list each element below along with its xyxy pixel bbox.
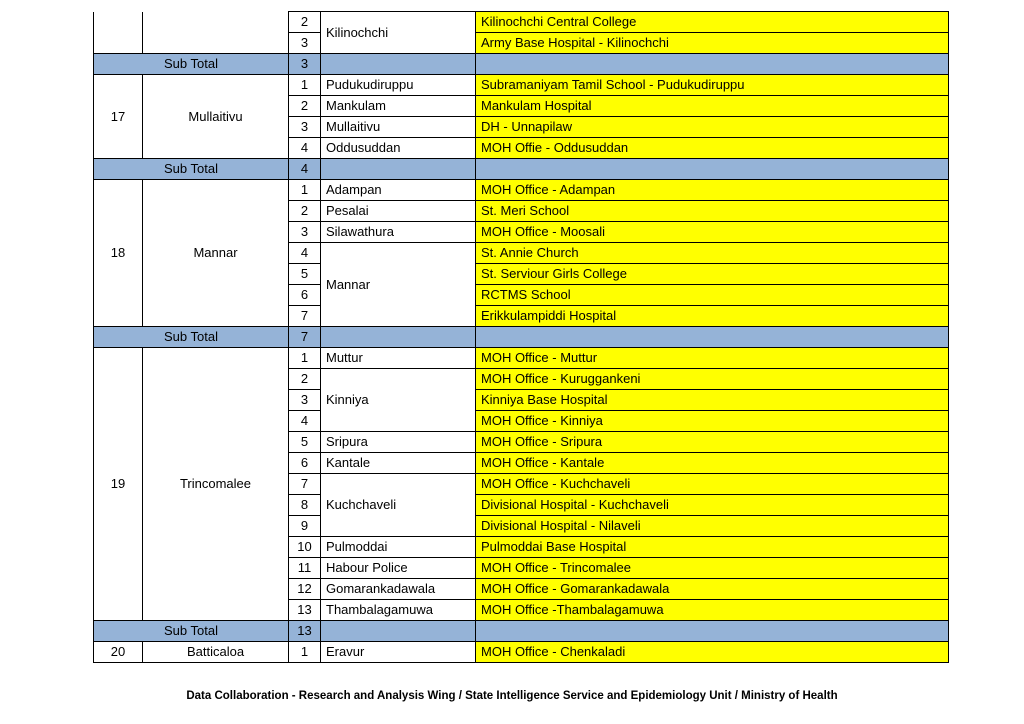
moh-area-cell: Eravur [321, 642, 476, 663]
moh-area-cell: Gomarankadawala [321, 579, 476, 600]
subtotal-count: 7 [289, 327, 321, 348]
subtotal-label: Sub Total [94, 54, 289, 75]
district-name-cell: Trincomalee [143, 348, 289, 621]
center-location-cell: MOH Office - Moosali [476, 222, 949, 243]
district-name-cell: Batticaloa [143, 642, 289, 663]
center-location-cell: MOH Office - Muttur [476, 348, 949, 369]
center-location-cell: MOH Office - Gomarankadawala [476, 579, 949, 600]
center-number-cell: 2 [289, 201, 321, 222]
moh-area-cell: Silawathura [321, 222, 476, 243]
moh-area-cell: Mannar [321, 243, 476, 327]
subtotal-row [94, 621, 949, 642]
center-number-cell: 3 [289, 117, 321, 138]
subtotal-empty-cell [476, 621, 949, 642]
center-location-cell: Kilinochchi Central College [476, 12, 949, 33]
subtotal-empty-cell [476, 159, 949, 180]
center-location-cell: MOH Office - Sripura [476, 432, 949, 453]
center-location-cell: Mankulam Hospital [476, 96, 949, 117]
center-location-cell: DH - Unnapilaw [476, 117, 949, 138]
subtotal-count: 3 [289, 54, 321, 75]
center-location-cell: RCTMS School [476, 285, 949, 306]
subtotal-empty-cell [321, 327, 476, 348]
center-location-cell: MOH Office -Thambalagamuwa [476, 600, 949, 621]
center-number-cell: 1 [289, 348, 321, 369]
subtotal-row [94, 159, 949, 180]
center-number-cell: 5 [289, 264, 321, 285]
center-number-cell: 4 [289, 138, 321, 159]
subtotal-empty-cell [321, 54, 476, 75]
center-number-cell: 3 [289, 390, 321, 411]
moh-area-cell: Sripura [321, 432, 476, 453]
center-number-cell: 4 [289, 243, 321, 264]
subtotal-row [94, 327, 949, 348]
subtotal-label: Sub Total [94, 621, 289, 642]
district-name-cell [143, 12, 289, 54]
subtotal-empty-cell [476, 54, 949, 75]
center-number-cell: 9 [289, 516, 321, 537]
center-number-cell: 2 [289, 96, 321, 117]
subtotal-empty-cell [321, 159, 476, 180]
moh-area-cell: Adampan [321, 180, 476, 201]
vaccination-centers-table-wrap [93, 11, 948, 663]
center-location-cell: Divisional Hospital - Nilaveli [476, 516, 949, 537]
page-footer: Data Collaboration - Research and Analysis Wing / State Intelligence Service and Epidemiology Unit / Ministry of Health [186, 690, 838, 702]
center-number-cell: 6 [289, 285, 321, 306]
center-number-cell: 7 [289, 306, 321, 327]
district-id-cell [94, 12, 143, 54]
subtotal-empty-cell [476, 327, 949, 348]
center-number-cell: 7 [289, 474, 321, 495]
table-row [94, 12, 949, 33]
center-number-cell: 2 [289, 369, 321, 390]
center-location-cell: Kinniya Base Hospital [476, 390, 949, 411]
subtotal-label: Sub Total [94, 159, 289, 180]
center-number-cell: 1 [289, 75, 321, 96]
subtotal-count: 13 [289, 621, 321, 642]
district-id-cell: 20 [94, 642, 143, 663]
center-number-cell: 12 [289, 579, 321, 600]
center-number-cell: 4 [289, 411, 321, 432]
moh-area-cell: Kilinochchi [321, 12, 476, 54]
center-number-cell: 1 [289, 180, 321, 201]
district-name-cell: Mannar [143, 180, 289, 327]
center-location-cell: MOH Office - Kuchchaveli [476, 474, 949, 495]
center-location-cell: MOH Office - Adampan [476, 180, 949, 201]
center-number-cell: 11 [289, 558, 321, 579]
center-location-cell: St. Annie Church [476, 243, 949, 264]
center-location-cell: Subramaniyam Tamil School - Pudukudiruppu [476, 75, 949, 96]
center-location-cell: Army Base Hospital - Kilinochchi [476, 33, 949, 54]
center-location-cell: MOH Office - Trincomalee [476, 558, 949, 579]
moh-area-cell: Muttur [321, 348, 476, 369]
moh-area-cell: Habour Police [321, 558, 476, 579]
moh-area-cell: Mullaitivu [321, 117, 476, 138]
center-location-cell: St. Serviour Girls College [476, 264, 949, 285]
table-body [94, 12, 949, 663]
center-location-cell: MOH Office - Kuruggankeni [476, 369, 949, 390]
center-number-cell: 10 [289, 537, 321, 558]
center-location-cell: Divisional Hospital - Kuchchaveli [476, 495, 949, 516]
center-location-cell: MOH Office - Chenkaladi [476, 642, 949, 663]
center-number-cell: 3 [289, 33, 321, 54]
moh-area-cell: Pudukudiruppu [321, 75, 476, 96]
moh-area-cell: Pesalai [321, 201, 476, 222]
center-location-cell: MOH Offie - Oddusuddan [476, 138, 949, 159]
center-number-cell: 5 [289, 432, 321, 453]
district-name-cell: Mullaitivu [143, 75, 289, 159]
subtotal-label: Sub Total [94, 327, 289, 348]
center-location-cell: MOH Office - Kinniya [476, 411, 949, 432]
moh-area-cell: Kinniya [321, 369, 476, 432]
center-number-cell: 6 [289, 453, 321, 474]
center-number-cell: 3 [289, 222, 321, 243]
center-location-cell: MOH Office - Kantale [476, 453, 949, 474]
center-number-cell: 13 [289, 600, 321, 621]
moh-area-cell: Pulmoddai [321, 537, 476, 558]
center-location-cell: Pulmoddai Base Hospital [476, 537, 949, 558]
subtotal-row [94, 54, 949, 75]
moh-area-cell: Kuchchaveli [321, 474, 476, 537]
center-number-cell: 8 [289, 495, 321, 516]
center-location-cell: Erikkulampiddi Hospital [476, 306, 949, 327]
moh-area-cell: Kantale [321, 453, 476, 474]
center-location-cell: St. Meri School [476, 201, 949, 222]
center-number-cell: 2 [289, 12, 321, 33]
table-row [94, 642, 949, 663]
subtotal-empty-cell [321, 621, 476, 642]
table-row [94, 348, 949, 369]
center-number-cell: 1 [289, 642, 321, 663]
moh-area-cell: Thambalagamuwa [321, 600, 476, 621]
table-row [94, 180, 949, 201]
subtotal-count: 4 [289, 159, 321, 180]
moh-area-cell: Oddusuddan [321, 138, 476, 159]
moh-area-cell: Mankulam [321, 96, 476, 117]
vaccination-centers-table [93, 11, 949, 663]
district-id-cell: 17 [94, 75, 143, 159]
table-row [94, 75, 949, 96]
district-id-cell: 18 [94, 180, 143, 327]
district-id-cell: 19 [94, 348, 143, 621]
